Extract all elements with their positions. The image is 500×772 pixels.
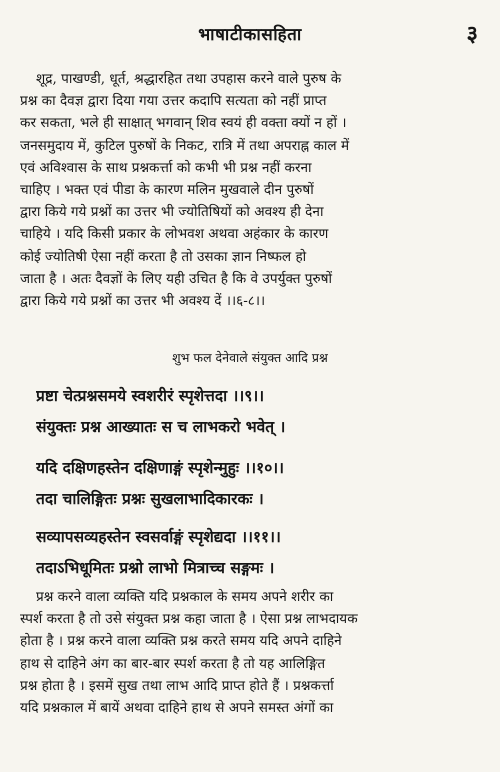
verse-line: यदि दक्षिणहस्तेन दक्षिणाङ्गं स्पृशेन्मुहुः ।।१०।।	[36, 458, 285, 477]
running-title: भाषाटीकासहिता	[198, 25, 302, 45]
text-line: यदि प्रश्नकाल में बायें अथवा दाहिने हाथ से अपने समस्त अंगों का	[20, 700, 334, 717]
text-line: चाहिये । यदि किसी प्रकार के लोभवश अथवा अहंकार के कारण	[20, 226, 329, 243]
section-heading: शुभ फल देनेवाले संयुक्त आदि प्रश्न	[172, 350, 328, 365]
commentary-paragraph	[20, 68, 482, 312]
page-header	[0, 22, 500, 52]
text-line: शूद्र, पाखण्डी, धूर्त, श्रद्धारहित तथा उपहास करने वाले पुरुष के	[36, 71, 342, 87]
sanskrit-verse	[36, 521, 476, 583]
text-line: प्रश्न होता है । इसमें सुख तथा लाभ आदि प्राप्त होते हैं । प्रश्नकर्त्ता	[20, 677, 334, 694]
verse-line: तदा चालिङ्गितः प्रश्नः सुखलाभादिकारकः ।	[36, 489, 264, 508]
text-line: होता है । प्रश्न करने वाला व्यक्ति प्रश्न करते समय यदि अपने दाहिने	[20, 633, 342, 650]
verse-line: संयुक्तः प्रश्न आख्यातः स च लाभकरो भवेत् ।	[36, 417, 286, 436]
sanskrit-verse	[36, 452, 476, 514]
text-line: एवं अविश्वास के साथ प्रश्नकर्त्ता को कभी भी प्रश्न नहीं करना	[20, 159, 312, 176]
commentary-paragraph	[20, 586, 482, 719]
text-line: द्वारा किये गये प्रश्नों का उत्तर भी अवश्य दें ।।६-८।।	[20, 293, 266, 310]
verse-line: सव्यापसव्यहस्तेन स्वसर्वाङ्गं स्पृशेद्यदा ।।११।।	[36, 527, 281, 546]
text-line: चाहिए । भक्त एवं पीडा के कारण मलिन मुखवाले दीन पुरुषों	[20, 182, 314, 199]
text-line: प्रश्न का दैवज्ञ द्वारा दिया गया उत्तर कदापि सत्यता को नहीं प्राप्त	[20, 93, 327, 110]
verse-line: प्रष्टा चेत्प्रश्नसमये स्वशरीरं स्पृशेत्तदा ।।९।।	[36, 386, 265, 405]
text-line: हाथ से दाहिने अंग का बार-बार स्पर्श करता है तो यह आलिङ्गित	[20, 655, 326, 672]
page-number: ३	[466, 21, 478, 47]
text-line: प्रश्न करने वाला व्यक्ति यदि प्रश्नकाल के समय अपने शरीर का	[36, 589, 334, 605]
verse-line: तदाऽभिधूमितः प्रश्नो लाभो मित्राच्च सङ्गमः ।	[36, 558, 275, 577]
sanskrit-verse	[36, 380, 476, 442]
text-line: कर सकता, भले ही साक्षात् भगवान् शिव स्वयं ही वक्ता क्यों न हों ।	[20, 115, 347, 132]
text-line: स्पर्श करता है तो उसे संयुक्त प्रश्न कहा जाता है । ऐसा प्रश्न लाभदायक	[20, 611, 358, 628]
text-line: द्वारा किये गये प्रश्नों का उत्तर भी ज्योतिषियों को अवश्य ही देना	[20, 204, 324, 221]
text-line: जनसमुदाय में, कुटिल पुरुषों के निकट, रात्रि में तथा अपराह्न काल में	[20, 137, 350, 154]
text-line: कोई ज्योतिषी ऐसा नहीं करता है तो उसका ज्ञान निष्फल हो	[20, 248, 307, 265]
text-line: जाता है । अतः दैवज्ञों के लिए यही उचित है कि वे उपर्युक्त पुरुषों	[20, 270, 333, 287]
